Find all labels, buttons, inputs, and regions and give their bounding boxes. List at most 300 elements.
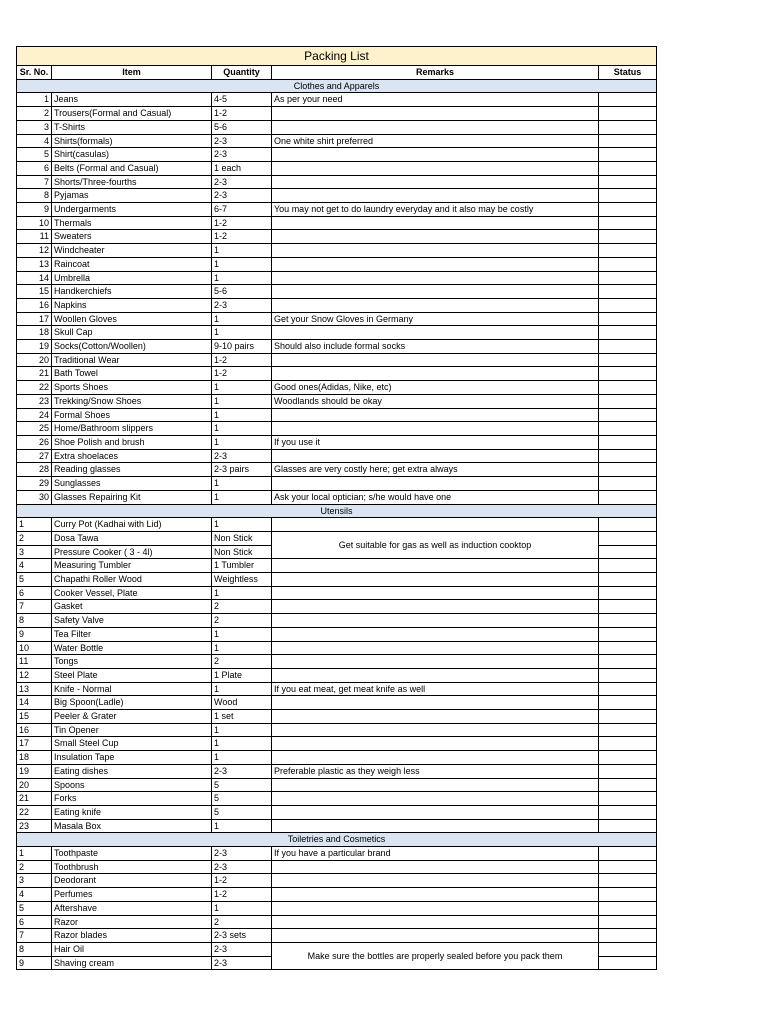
cell-sr-no: 7: [17, 929, 52, 943]
cell-status[interactable]: [599, 381, 657, 395]
cell-sr-no: 4: [17, 134, 52, 148]
cell-sr-no: 8: [17, 943, 52, 957]
cell-remarks: [272, 778, 599, 792]
table-row: [17, 120, 657, 134]
table-row: [17, 641, 657, 655]
cell-sr-no: 15: [17, 285, 52, 299]
cell-quantity: 2-3 pairs: [212, 463, 272, 477]
table-row: [17, 860, 657, 874]
table-row: [17, 107, 657, 121]
cell-remarks: You may not get to do laundry everyday and it also may be costly: [272, 203, 599, 217]
cell-quantity: Weightless: [212, 573, 272, 587]
packing-list-sheet: [16, 46, 656, 970]
cell-quantity: 1: [212, 381, 272, 395]
cell-item: Shorts/Three-fourths: [52, 175, 212, 189]
cell-sr-no: 23: [17, 394, 52, 408]
cell-item: Windcheater: [52, 244, 212, 258]
cell-item: Undergarments: [52, 203, 212, 217]
cell-sr-no: 12: [17, 668, 52, 682]
cell-sr-no: 1: [17, 847, 52, 861]
table-row: [17, 435, 657, 449]
cell-remarks: [272, 860, 599, 874]
cell-quantity: 1: [212, 490, 272, 504]
cell-quantity: 2-3: [212, 449, 272, 463]
cell-item: Trekking/Snow Shoes: [52, 394, 212, 408]
cell-remarks: [272, 586, 599, 600]
table-row: [17, 614, 657, 628]
cell-status[interactable]: [599, 408, 657, 422]
table-row: [17, 298, 657, 312]
cell-status[interactable]: [599, 805, 657, 819]
cell-status[interactable]: [599, 778, 657, 792]
header-row: [17, 66, 657, 80]
cell-quantity: 1: [212, 422, 272, 436]
cell-quantity: 1: [212, 586, 272, 600]
cell-status[interactable]: [599, 943, 657, 957]
cell-status[interactable]: [599, 696, 657, 710]
cell-sr-no: 14: [17, 271, 52, 285]
cell-sr-no: 5: [17, 901, 52, 915]
cell-status[interactable]: [599, 641, 657, 655]
table-row: [17, 148, 657, 162]
cell-quantity: 1: [212, 477, 272, 491]
cell-sr-no: 8: [17, 614, 52, 628]
cell-quantity: 1 Plate: [212, 668, 272, 682]
cell-quantity: 6-7: [212, 203, 272, 217]
table-row: [17, 408, 657, 422]
cell-quantity: 1-2: [212, 216, 272, 230]
section-title: Toiletries and Cosmetics: [17, 833, 657, 847]
cell-remarks: [272, 627, 599, 641]
cell-remarks: Get suitable for gas as well as induction cooktop: [272, 531, 599, 558]
cell-status[interactable]: [599, 435, 657, 449]
cell-item: Perfumes: [52, 888, 212, 902]
cell-sr-no: 19: [17, 764, 52, 778]
table-row: [17, 340, 657, 354]
cell-sr-no: 6: [17, 915, 52, 929]
cell-status[interactable]: [599, 120, 657, 134]
cell-sr-no: 7: [17, 175, 52, 189]
cell-remarks: [272, 257, 599, 271]
cell-item: Water Bottle: [52, 641, 212, 655]
packing-list-table: [16, 46, 657, 970]
cell-item: Chapathi Roller Wood: [52, 573, 212, 587]
table-row: [17, 463, 657, 477]
cell-status[interactable]: [599, 93, 657, 107]
cell-status[interactable]: [599, 107, 657, 121]
cell-item: Aftershave: [52, 901, 212, 915]
cell-status[interactable]: [599, 271, 657, 285]
cell-sr-no: 10: [17, 216, 52, 230]
col-header-quantity: Quantity: [212, 66, 272, 80]
cell-remarks: [272, 874, 599, 888]
table-row: [17, 175, 657, 189]
table-row: [17, 134, 657, 148]
cell-item: Reading glasses: [52, 463, 212, 477]
cell-status[interactable]: [599, 531, 657, 545]
cell-sr-no: 10: [17, 641, 52, 655]
cell-quantity: 1: [212, 723, 272, 737]
cell-item: Insulation Tape: [52, 751, 212, 765]
section-header-row: [17, 833, 657, 847]
cell-remarks: [272, 271, 599, 285]
table-row: [17, 737, 657, 751]
cell-sr-no: 5: [17, 148, 52, 162]
col-header-sr-no: Sr. No.: [17, 66, 52, 80]
sheet-title: Packing List: [17, 47, 657, 66]
cell-remarks: If you use it: [272, 435, 599, 449]
cell-status[interactable]: [599, 792, 657, 806]
cell-item: Woollen Gloves: [52, 312, 212, 326]
cell-item: Skull Cap: [52, 326, 212, 340]
cell-quantity: 1 Tumbler: [212, 559, 272, 573]
table-row: [17, 764, 657, 778]
cell-item: Jeans: [52, 93, 212, 107]
cell-item: Thermals: [52, 216, 212, 230]
cell-status[interactable]: [599, 518, 657, 532]
cell-status[interactable]: [599, 655, 657, 669]
cell-status[interactable]: [599, 682, 657, 696]
cell-quantity: 1-2: [212, 107, 272, 121]
cell-status[interactable]: [599, 710, 657, 724]
cell-sr-no: 16: [17, 298, 52, 312]
cell-item: Umbrella: [52, 271, 212, 285]
cell-quantity: 2: [212, 600, 272, 614]
cell-sr-no: 7: [17, 600, 52, 614]
cell-remarks: [272, 216, 599, 230]
cell-item: Small Steel Cup: [52, 737, 212, 751]
cell-status[interactable]: [599, 148, 657, 162]
table-row: [17, 257, 657, 271]
cell-status[interactable]: [599, 257, 657, 271]
cell-quantity: 2-3 sets: [212, 929, 272, 943]
cell-status[interactable]: [599, 751, 657, 765]
cell-sr-no: 2: [17, 107, 52, 121]
cell-sr-no: 9: [17, 203, 52, 217]
cell-status[interactable]: [599, 668, 657, 682]
table-row: [17, 915, 657, 929]
cell-remarks: As per your need: [272, 93, 599, 107]
cell-item: Razor: [52, 915, 212, 929]
cell-status[interactable]: [599, 586, 657, 600]
cell-status[interactable]: [599, 203, 657, 217]
cell-status[interactable]: [599, 545, 657, 559]
cell-quantity: 1: [212, 312, 272, 326]
cell-remarks: [272, 107, 599, 121]
cell-item: Sunglasses: [52, 477, 212, 491]
cell-remarks: [272, 573, 599, 587]
cell-status[interactable]: [599, 956, 657, 970]
cell-remarks: [272, 805, 599, 819]
cell-quantity: 1: [212, 737, 272, 751]
cell-quantity: 1-2: [212, 874, 272, 888]
cell-item: Tin Opener: [52, 723, 212, 737]
cell-remarks: [272, 285, 599, 299]
cell-status[interactable]: [599, 490, 657, 504]
cell-status[interactable]: [599, 422, 657, 436]
cell-status[interactable]: [599, 463, 657, 477]
table-row: [17, 477, 657, 491]
cell-status[interactable]: [599, 627, 657, 641]
table-row: [17, 93, 657, 107]
cell-item: Tea Filter: [52, 627, 212, 641]
cell-quantity: 1-2: [212, 888, 272, 902]
cell-quantity: 1: [212, 394, 272, 408]
cell-sr-no: 30: [17, 490, 52, 504]
cell-item: Handkerchiefs: [52, 285, 212, 299]
cell-remarks: [272, 148, 599, 162]
cell-sr-no: 16: [17, 723, 52, 737]
cell-sr-no: 1: [17, 518, 52, 532]
cell-quantity: 5: [212, 805, 272, 819]
cell-sr-no: 3: [17, 874, 52, 888]
table-row: [17, 394, 657, 408]
cell-status[interactable]: [599, 216, 657, 230]
cell-quantity: 1: [212, 271, 272, 285]
cell-status[interactable]: [599, 614, 657, 628]
cell-item: Raincoat: [52, 257, 212, 271]
cell-quantity: 1 each: [212, 161, 272, 175]
cell-status[interactable]: [599, 326, 657, 340]
cell-sr-no: 19: [17, 340, 52, 354]
table-row: [17, 203, 657, 217]
cell-item: Home/Bathroom slippers: [52, 422, 212, 436]
col-header-remarks: Remarks: [272, 66, 599, 80]
cell-quantity: Wood: [212, 696, 272, 710]
cell-sr-no: 22: [17, 381, 52, 395]
section-header-row: [17, 504, 657, 518]
cell-quantity: 1: [212, 244, 272, 258]
cell-sr-no: 13: [17, 257, 52, 271]
cell-item: Hair Oil: [52, 943, 212, 957]
cell-quantity: 2-3: [212, 764, 272, 778]
cell-remarks: [272, 723, 599, 737]
cell-sr-no: 26: [17, 435, 52, 449]
cell-sr-no: 23: [17, 819, 52, 833]
cell-remarks: [272, 408, 599, 422]
table-row: [17, 819, 657, 833]
table-body: [17, 79, 657, 970]
cell-remarks: Woodlands should be okay: [272, 394, 599, 408]
cell-sr-no: 2: [17, 860, 52, 874]
cell-sr-no: 29: [17, 477, 52, 491]
cell-remarks: [272, 477, 599, 491]
cell-remarks: [272, 189, 599, 203]
cell-item: Formal Shoes: [52, 408, 212, 422]
cell-quantity: 5-6: [212, 120, 272, 134]
cell-status[interactable]: [599, 394, 657, 408]
cell-sr-no: 21: [17, 367, 52, 381]
cell-remarks: [272, 120, 599, 134]
cell-remarks: [272, 929, 599, 943]
cell-sr-no: 13: [17, 682, 52, 696]
cell-item: Dosa Tawa: [52, 531, 212, 545]
cell-remarks: [272, 326, 599, 340]
table-row: [17, 518, 657, 532]
cell-item: Sports Shoes: [52, 381, 212, 395]
cell-item: Napkins: [52, 298, 212, 312]
cell-sr-no: 11: [17, 655, 52, 669]
cell-remarks: [272, 175, 599, 189]
section-title: Utensils: [17, 504, 657, 518]
cell-item: Spoons: [52, 778, 212, 792]
cell-quantity: 2-3: [212, 189, 272, 203]
cell-sr-no: 15: [17, 710, 52, 724]
table-row: [17, 888, 657, 902]
table-row: [17, 244, 657, 258]
cell-sr-no: 4: [17, 888, 52, 902]
cell-item: T-Shirts: [52, 120, 212, 134]
table-row: [17, 490, 657, 504]
cell-sr-no: 2: [17, 531, 52, 545]
cell-quantity: 1: [212, 408, 272, 422]
table-row: [17, 751, 657, 765]
cell-status[interactable]: [599, 847, 657, 861]
cell-status[interactable]: [599, 298, 657, 312]
cell-quantity: Non Stick: [212, 545, 272, 559]
cell-sr-no: 12: [17, 244, 52, 258]
cell-status[interactable]: [599, 819, 657, 833]
cell-status[interactable]: [599, 723, 657, 737]
cell-quantity: 2: [212, 655, 272, 669]
table-row: [17, 230, 657, 244]
cell-status[interactable]: [599, 874, 657, 888]
cell-quantity: 2-3: [212, 860, 272, 874]
cell-sr-no: 9: [17, 627, 52, 641]
cell-status[interactable]: [599, 134, 657, 148]
cell-quantity: 1: [212, 751, 272, 765]
cell-remarks: [272, 641, 599, 655]
cell-status[interactable]: [599, 189, 657, 203]
cell-status[interactable]: [599, 915, 657, 929]
cell-item: Toothpaste: [52, 847, 212, 861]
cell-sr-no: 20: [17, 778, 52, 792]
cell-item: Shaving cream: [52, 956, 212, 970]
cell-quantity: 2-3: [212, 956, 272, 970]
cell-remarks: Glasses are very costly here; get extra always: [272, 463, 599, 477]
table-row: [17, 723, 657, 737]
cell-status[interactable]: [599, 353, 657, 367]
cell-item: Shoe Polish and brush: [52, 435, 212, 449]
cell-sr-no: 17: [17, 312, 52, 326]
cell-item: Curry Pot (Kadhai with Lid): [52, 518, 212, 532]
cell-status[interactable]: [599, 600, 657, 614]
cell-remarks: [272, 518, 599, 532]
cell-item: Forks: [52, 792, 212, 806]
cell-remarks: [272, 422, 599, 436]
cell-item: Steel Plate: [52, 668, 212, 682]
cell-sr-no: 5: [17, 573, 52, 587]
cell-status[interactable]: [599, 175, 657, 189]
table-row: [17, 874, 657, 888]
table-row: [17, 353, 657, 367]
cell-remarks: [272, 901, 599, 915]
cell-status[interactable]: [599, 161, 657, 175]
cell-item: Shirt(casulas): [52, 148, 212, 162]
cell-remarks: [272, 737, 599, 751]
cell-item: Razor blades: [52, 929, 212, 943]
cell-remarks: [272, 298, 599, 312]
cell-status[interactable]: [599, 929, 657, 943]
cell-quantity: 1-2: [212, 353, 272, 367]
cell-item: Pyjamas: [52, 189, 212, 203]
cell-quantity: 2: [212, 614, 272, 628]
cell-status[interactable]: [599, 449, 657, 463]
cell-item: Measuring Tumbler: [52, 559, 212, 573]
cell-status[interactable]: [599, 244, 657, 258]
table-row: [17, 422, 657, 436]
cell-status[interactable]: [599, 285, 657, 299]
table-row: [17, 326, 657, 340]
table-row: [17, 847, 657, 861]
cell-item: Gasket: [52, 600, 212, 614]
cell-status[interactable]: [599, 367, 657, 381]
cell-quantity: 2-3: [212, 943, 272, 957]
cell-quantity: 1-2: [212, 367, 272, 381]
cell-quantity: 1 set: [212, 710, 272, 724]
cell-item: Socks(Cotton/Woollen): [52, 340, 212, 354]
cell-sr-no: 6: [17, 586, 52, 600]
cell-quantity: 5: [212, 778, 272, 792]
cell-sr-no: 6: [17, 161, 52, 175]
cell-remarks: [272, 230, 599, 244]
cell-quantity: 9-10 pairs: [212, 340, 272, 354]
cell-status[interactable]: [599, 860, 657, 874]
table-row: [17, 271, 657, 285]
cell-status[interactable]: [599, 230, 657, 244]
cell-status[interactable]: [599, 312, 657, 326]
cell-status[interactable]: [599, 737, 657, 751]
cell-status[interactable]: [599, 888, 657, 902]
cell-status[interactable]: [599, 559, 657, 573]
table-row: [17, 805, 657, 819]
cell-sr-no: 4: [17, 559, 52, 573]
cell-sr-no: 3: [17, 545, 52, 559]
table-row: [17, 901, 657, 915]
cell-status[interactable]: [599, 573, 657, 587]
cell-quantity: 1: [212, 819, 272, 833]
cell-quantity: 1: [212, 326, 272, 340]
cell-item: Traditional Wear: [52, 353, 212, 367]
table-row: [17, 285, 657, 299]
cell-remarks: [272, 819, 599, 833]
cell-status[interactable]: [599, 340, 657, 354]
cell-status[interactable]: [599, 901, 657, 915]
cell-status[interactable]: [599, 764, 657, 778]
cell-item: Belts (Formal and Casual): [52, 161, 212, 175]
cell-sr-no: 21: [17, 792, 52, 806]
cell-quantity: 1: [212, 435, 272, 449]
cell-quantity: 1: [212, 682, 272, 696]
cell-item: Glasses Repairing Kit: [52, 490, 212, 504]
section-title: Clothes and Apparels: [17, 79, 657, 93]
table-row: [17, 586, 657, 600]
cell-sr-no: 18: [17, 326, 52, 340]
cell-item: Safety Valve: [52, 614, 212, 628]
table-row: [17, 600, 657, 614]
cell-status[interactable]: [599, 477, 657, 491]
cell-remarks: Good ones(Adidas, Nike, etc): [272, 381, 599, 395]
cell-remarks: [272, 668, 599, 682]
table-row: [17, 189, 657, 203]
cell-remarks: Preferable plastic as they weigh less: [272, 764, 599, 778]
table-row: [17, 929, 657, 943]
cell-remarks: [272, 792, 599, 806]
cell-remarks: [272, 655, 599, 669]
cell-quantity: 2-3: [212, 148, 272, 162]
cell-quantity: 5: [212, 792, 272, 806]
cell-quantity: 1: [212, 901, 272, 915]
